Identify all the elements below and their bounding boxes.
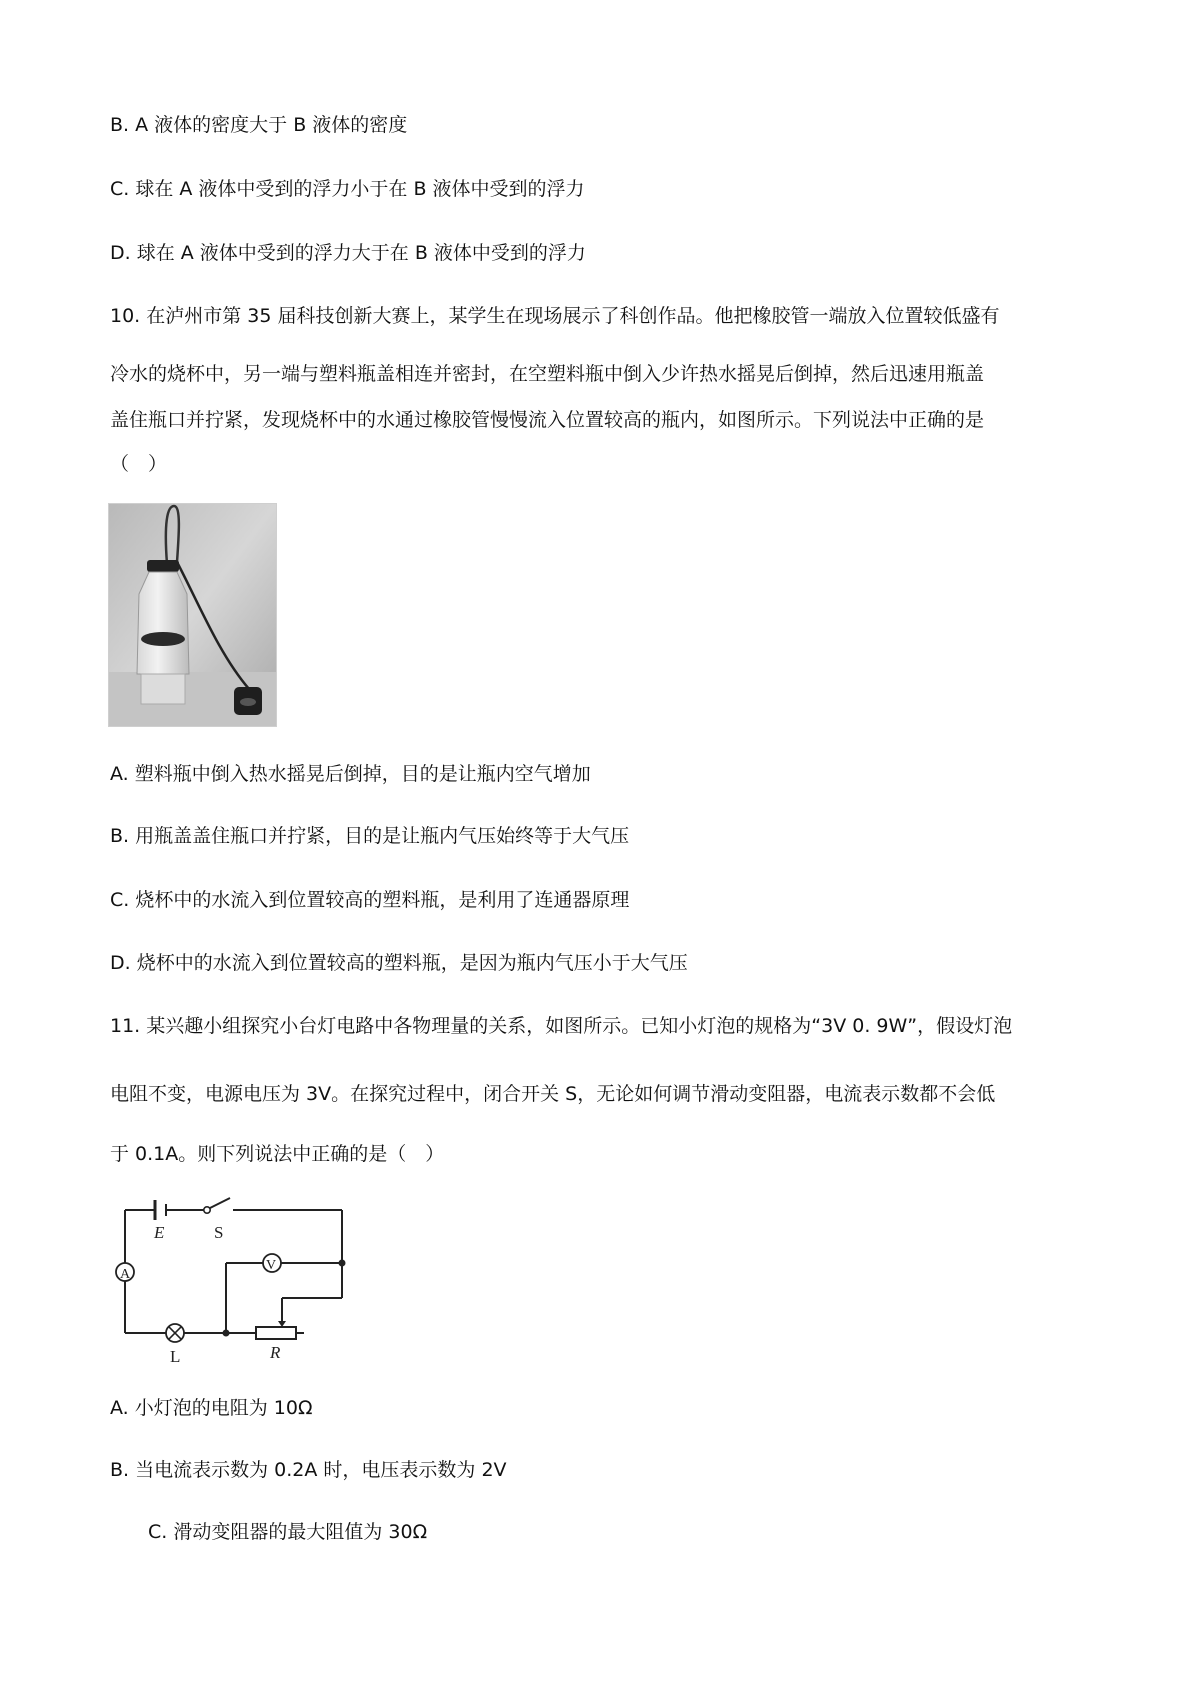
switch-label: S bbox=[214, 1223, 224, 1242]
q9-option-c: C. 球在 A 液体中受到的浮力小于在 B 液体中受到的浮力 bbox=[110, 178, 585, 200]
question-11-line-3: 于 0.1A。则下列说法中正确的是（ ） bbox=[110, 1143, 445, 1165]
q10-option-c: C. 烧杯中的水流入到位置较高的塑料瓶，是利用了连通器原理 bbox=[110, 889, 630, 911]
question-10-line-4: （ ） bbox=[110, 453, 168, 475]
rheostat-label: R bbox=[270, 1343, 281, 1362]
battery-label: E bbox=[154, 1223, 165, 1242]
q11-option-c: C. 滑动变阻器的最大阻值为 30Ω bbox=[148, 1521, 428, 1543]
lamp-label: L bbox=[170, 1347, 181, 1362]
voltmeter-label: V bbox=[266, 1258, 277, 1273]
question-10-line-1: 10. 在泸州市第 35 届科技创新大赛上，某学生在现场展示了科创作品。他把橡胶管一端放入位置较低盛有 bbox=[110, 305, 1000, 327]
bottle-experiment-photo bbox=[108, 503, 277, 727]
q10-option-d: D. 烧杯中的水流入到位置较高的塑料瓶，是因为瓶内气压小于大气压 bbox=[110, 952, 688, 974]
question-11-line-2: 电阻不变，电源电压为 3V。在探究过程中，闭合开关 S，无论如何调节滑动变阻器，电流表示数都不会低 bbox=[110, 1083, 996, 1105]
circuit-diagram bbox=[110, 1192, 360, 1362]
q11-option-b: B. 当电流表示数为 0.2A 时，电压表示数为 2V bbox=[110, 1459, 507, 1481]
question-11-line-1: 11. 某兴趣小组探究小台灯电路中各物理量的关系，如图所示。已知小灯泡的规格为“3V 0. 9W”，假设灯泡 bbox=[110, 1015, 1013, 1037]
question-10-line-2: 冷水的烧杯中，另一端与塑料瓶盖相连并密封，在空塑料瓶中倒入少许热水摇晃后倒掉，然后迅速用瓶盖 bbox=[110, 363, 985, 385]
q9-option-b: B. A 液体的密度大于 B 液体的密度 bbox=[110, 114, 408, 136]
q10-option-b: B. 用瓶盖盖住瓶口并拧紧，目的是让瓶内气压始终等于大气压 bbox=[110, 825, 630, 847]
q9-option-d: D. 球在 A 液体中受到的浮力大于在 B 液体中受到的浮力 bbox=[110, 242, 586, 264]
q10-option-a: A. 塑料瓶中倒入热水摇晃后倒掉，目的是让瓶内空气增加 bbox=[110, 763, 591, 785]
q11-option-a: A. 小灯泡的电阻为 10Ω bbox=[110, 1397, 313, 1419]
ammeter-label: A bbox=[120, 1267, 131, 1282]
question-10-line-3: 盖住瓶口并拧紧，发现烧杯中的水通过橡胶管慢慢流入位置较高的瓶内，如图所示。下列说法中正确的是 bbox=[110, 409, 985, 431]
